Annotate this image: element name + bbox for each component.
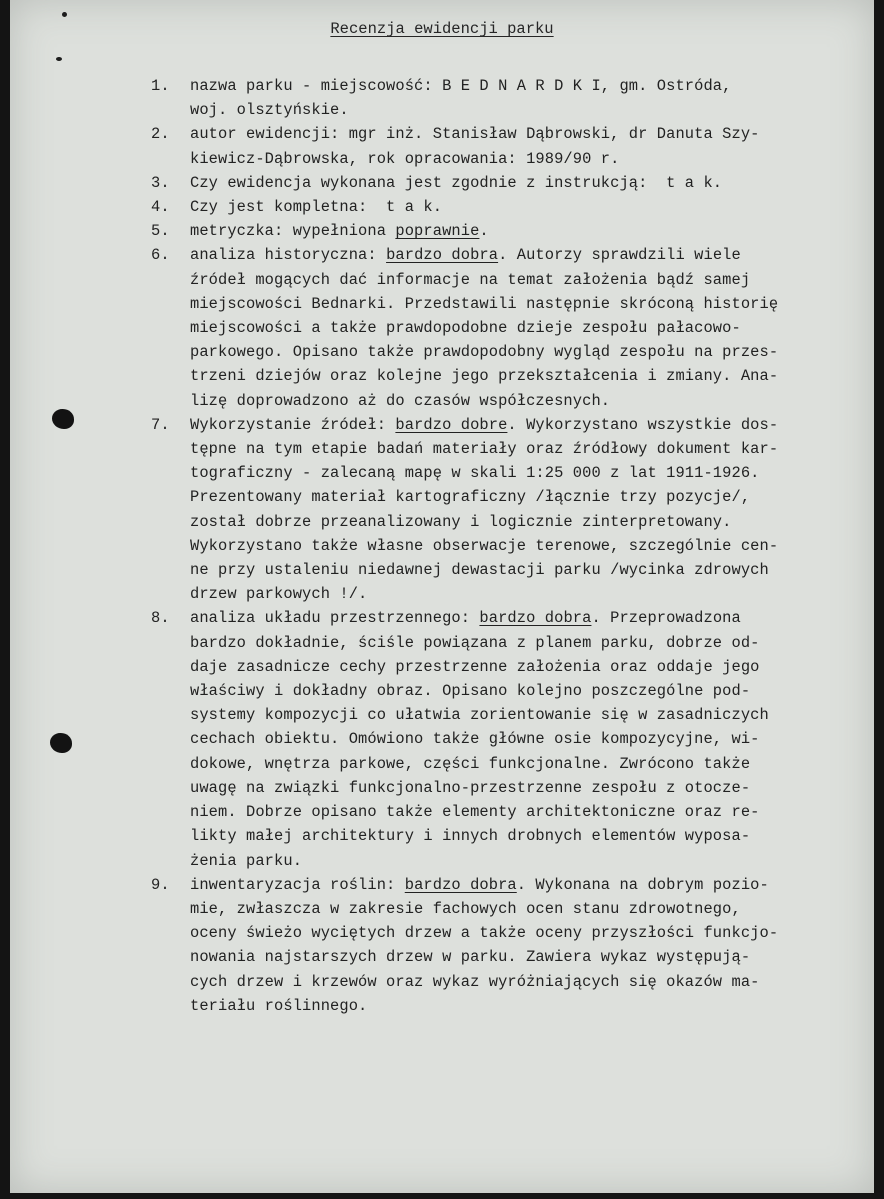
item-number: 5. [151,222,170,241]
item-text-line [190,147,870,171]
item-text-line [190,727,870,751]
line-text: tępne na tym etapie badań materiały oraz źródłowy dokument kar- [190,440,779,459]
item-text-line [190,582,870,606]
line-text: likty małej architektury i innych drobnych elementów wyposa- [190,827,751,846]
item-text-line [190,994,870,1018]
line-text: tograficzny - zalecaną mapę w skali 1:25 000 z lat 1911-1926. [190,464,760,483]
line-text: mie, zwłaszcza w zakresie fachowych ocen stanu zdrowotnego, [190,899,741,918]
item-number: 2. [151,125,170,144]
line-text-continued: . [479,222,489,241]
review-item [151,171,870,195]
line-text: właściwy i dokładny obraz. Opisano kolejno poszczególne pod- [190,682,751,701]
item-number: 7. [151,415,170,434]
line-text: został dobrze przeanalizowany i logicznie zinterpretowany. [190,512,732,531]
line-text: Wykorzystanie źródeł: [190,415,396,434]
review-item [151,219,870,243]
line-text: uwagę na związki funkcjonalno-przestrzenne zespołu z otocze- [190,778,751,797]
line-text: miejscowości a także prawdopodobne dzieje zespołu pałacowo- [190,319,741,338]
line-text: trzeni dziejów oraz kolejne jego przekształcenia i zmiany. Ana- [190,367,779,386]
line-text: cych drzew i krzewów oraz wykaz wyróżniających się okazów ma- [190,972,760,991]
item-text-line [190,74,870,98]
line-text: parkowego. Opisano także prawdopodobny wygląd zespołu na przes- [190,343,779,362]
item-text-line [190,389,870,413]
line-text: systemy kompozycji co ułatwia zorientowanie się w zasadniczych [190,706,769,725]
item-text-line [190,776,870,800]
item-text-line [190,219,870,243]
line-text: nowania najstarszych drzew w parku. Zawiera wykaz występują- [190,948,751,967]
item-text-line [190,437,870,461]
line-text: miejscowości Bednarki. Przedstawili następnie skróconą historię [190,294,779,313]
item-text-line [190,485,870,509]
item-text-line [190,461,870,485]
item-text-line [190,679,870,703]
review-item [151,873,870,1018]
line-text: Czy ewidencja wykonana jest zgodnie z instrukcją: t a k. [190,173,723,192]
item-text-line [190,897,870,921]
line-text: drzew parkowych !/. [190,585,368,604]
line-text: autor ewidencji: mgr inż. Stanisław Dąbrowski, dr Danuta Szy- [190,125,760,144]
item-text-line [190,752,870,776]
line-text: niem. Dobrze opisano także elementy architektoniczne oraz re- [190,803,760,822]
item-text-line [190,631,870,655]
item-number: 1. [151,77,170,95]
review-item [151,606,870,872]
line-text: Czy jest kompletna: t a k. [190,198,443,217]
ink-speck [56,57,62,61]
punch-hole-top [52,409,74,429]
line-text: inwentaryzacja roślin: [190,875,405,894]
underlined-rating: bardzo dobra [479,609,592,628]
underlined-rating: bardzo dobra [404,875,517,894]
line-text: ne przy ustaleniu niedawnej dewastacji parku /wycinka zdrowych [190,561,769,580]
item-text-line [190,316,870,340]
review-item [151,122,870,170]
item-text-line [190,558,870,582]
line-text: daje zasadnicze cechy przestrzenne założenia oraz oddaje jego [190,657,760,676]
ink-speck [62,12,67,17]
item-text-line [190,122,870,146]
line-text: bardzo dokładnie, ściśle powiązana z planem parku, dobrze od- [190,633,760,652]
item-number: 6. [151,246,170,265]
item-text-line [190,268,870,292]
item-text-line [190,195,870,219]
line-text-continued: . Przeprowadzona [591,609,741,628]
item-number: 4. [151,198,170,217]
item-text-line [190,800,870,824]
item-text-line [190,921,870,945]
item-text-line [190,849,870,873]
line-text: analiza układu przestrzennego: [190,609,480,628]
item-number: 8. [151,609,170,628]
item-text-line [190,534,870,558]
item-text-line [190,824,870,848]
document-page [10,0,874,1193]
line-text: dokowe, wnętrza parkowe, części funkcjonalne. Zwrócono także [190,754,751,773]
item-text-line [190,413,870,437]
line-text-continued: . Wykonana na dobrym pozio- [516,875,769,894]
item-text-line [190,655,870,679]
item-text-line [190,510,870,534]
line-text: żenia parku. [190,851,303,870]
item-text-line [190,873,870,897]
item-text-line [190,98,870,122]
line-text: teriału roślinnego. [190,996,368,1015]
item-text-line [190,364,870,388]
line-text-continued: . Wykorzystano wszystkie dos- [507,415,779,434]
line-text: analiza historyczna: [190,246,387,265]
review-item [151,413,870,607]
item-text-line [190,970,870,994]
review-item [151,74,870,122]
item-text-line [190,171,870,195]
item-number: 3. [151,173,170,192]
document-title: Recenzja ewidencji parku [330,20,554,38]
review-item [151,195,870,219]
item-text-line [190,340,870,364]
line-text: metryczka: wypełniona [190,222,396,241]
item-text-line [190,945,870,969]
line-text: Prezentowany materiał kartograficzny /łącznie trzy pozycje/, [190,488,751,507]
line-text: kiewicz-Dąbrowska, rok opracowania: 1989/90 r. [190,149,620,168]
underlined-rating: bardzo dobre [395,415,508,434]
item-text-line [190,292,870,316]
line-text: oceny świeżo wyciętych drzew a także oceny przyszłości funkcjo- [190,924,779,943]
underlined-rating: poprawnie [395,222,480,241]
review-item [151,243,870,412]
line-text: woj. olsztyńskie. [190,101,349,120]
review-list [151,74,870,1018]
line-text: nazwa parku - miejscowość: B E D N A R D K I, gm. Ostróda, [190,77,732,95]
line-text-continued: . Autorzy sprawdzili wiele [498,246,741,265]
item-text-line [190,703,870,727]
line-text: Wykorzystano także własne obserwacje terenowe, szczególnie cen- [190,536,779,555]
punch-hole-bottom [50,733,72,753]
line-text: źródeł mogących dać informacje na temat założenia bądź samej [190,270,751,289]
item-text-line [190,243,870,267]
line-text: cechach obiektu. Omówiono także główne osie kompozycyjne, wi- [190,730,760,749]
underlined-rating: bardzo dobra [386,246,499,265]
line-text: lizę doprowadzono aż do czasów współczesnych. [190,391,611,410]
item-number: 9. [151,875,170,894]
item-text-line [190,606,870,630]
